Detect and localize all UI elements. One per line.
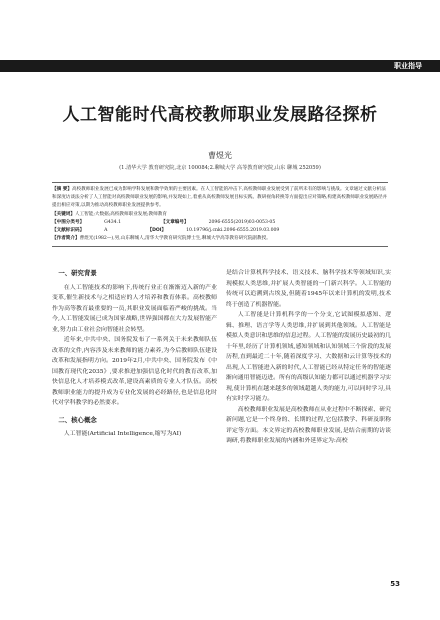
body-paragraph: 人工智能(Artificial Intelligence,缩写为AI) — [63, 431, 182, 437]
class-no — [52, 219, 141, 227]
body-paragraph: 近年来,中共中央、国务院发布了一系列关于未来教师队伍改革的文件,内容涉及未来教师的能力素养,为今后教师队伍建设改革和发展指明方向。2019年2月,中共中央、国务院发布《中国教育现代化2035》,要求推进加强信息化时代的教育改革,加快信息化人才培养模式改革,建设高素质的专业人才队伍。高校教师职业能力的提升成为专业化发展的必经路径,也是信息化时代对学科教学的必然要求。 — [52, 337, 217, 406]
author-affiliation: (1.清华大学 教育研究院,北京 100084;2.聊城大学 高等教育研究院,山东 聊城 252059) — [119, 165, 321, 171]
classification-row — [52, 219, 388, 227]
keywords-label: 【关键词】 — [52, 211, 75, 217]
body-paragraph: 人工智能是计算机科学的一个分支,它试图模拟感知、逻辑、推理、语言学等人类思维,并扩展到其他领域。人工智能是模拟人类意识和思维的信息过程。人工智能的发展历史最初的几十年里,经历了计算机领域,感知领域和认知领域三个阶段的发展历程,直到最近二十年,随着深度学习、大数据和云计算等技术的出现,人工智能进入新的时代,人工智能已经从特定任务的智能逐渐向通用智能迈进。所有的高级认知能力都可以通过机器学习实现,使计算机在越来越多的领域超越人类的能力,可以同时学习,具有实时学习能力。 — [226, 312, 391, 402]
doc-row — [52, 227, 388, 235]
left-column — [52, 268, 217, 440]
abstract-text: 高校教师职业发展已成为影响学科发展和教学效果的主要因素。在人工智能的冲击下,高校教师职业发展受到了前所未有的影响与挑战。文章通过文献分析法和深度访谈法分析了人工智能对高校教师职业发展的影响,并发现如上,着重从高校教师发展目标实践、教研视角转换等方面提出应对策略,构建高校教师职业发展路径并提出相应对策,以期为推动高校教师职业发展提供参考。 — [52, 187, 388, 209]
doi-value: 10.19796/j.cnki.2096-6555.2019.03.009 — [186, 228, 280, 234]
author-name: 曹煜光 — [208, 151, 232, 160]
abstract-paragraph — [52, 186, 388, 211]
author-bio-text: 曹煜光(1982—),男,山东聊城人,清华大学教育研究院博士生,聊城大学高等教育研究院副教授。 — [79, 236, 271, 242]
article-title: 人工智能时代高校教师职业发展路径探析 — [62, 105, 378, 125]
keywords-line — [52, 211, 388, 219]
body-paragraph: 在人工智能技术的影响下,传统行业正在渐渐迈入新的产业变革,催生新技术与之相适应的人才培养和教育体系。高校教师作为高等教育最重要的一员,其职业发展面临着严峻的挑战。当今,人工智能发展已成为国家战略,世界强国都在大力发展智能产业,努力由工业社会向智能社会转型。 — [52, 284, 217, 333]
doc-code — [52, 227, 128, 235]
author-bio — [52, 235, 388, 243]
abstract-block — [52, 182, 388, 247]
doi — [148, 227, 300, 235]
section-tag: 职业指导 — [390, 60, 426, 72]
class-no-label: 【中图分类号】 — [52, 219, 85, 225]
keywords-text: 人工智能;大数据;高校教师职业发展;教师教育 — [74, 211, 167, 217]
section-heading: 一、研究背景 — [58, 269, 97, 277]
header-bar — [0, 60, 440, 72]
article-no-value: 2096-6555(2019)03-0053-05 — [208, 219, 276, 225]
class-no-value: G434.1 — [104, 219, 121, 225]
page-number: 53 — [390, 580, 400, 588]
right-column — [226, 268, 391, 447]
body-paragraph: 是结合计算机科学技术、语义技术、脑科学技术等领域知识,实现模拟人类思维,并扩展人类智能的一门新兴科学。人工智能的传统可以追溯到古埃及,但随着1945年以来计算机的发明,技术终于创造了机器智能。 — [226, 270, 391, 308]
doc-code-label: 【文献标识码】 — [52, 228, 85, 234]
doc-code-value: A — [104, 228, 108, 234]
doi-label: 【DOI】 — [147, 228, 167, 234]
section-heading: 二、核心概念 — [58, 415, 97, 424]
abstract-label: 【摘 要】 — [52, 187, 72, 192]
body-paragraph: 高校教师职业发展是高校教师在从业过程中不断探索、研究新问题,它是一个终身的、长期的过程,它包括教学、科研及职称评定等方面。本文界定的高校教师职业发展,是结合前期的访谈调研,将教师职业发展的内涵和外延界定为:高校 — [226, 406, 391, 444]
author-bio-label: 【作者简介】 — [52, 236, 80, 242]
article-no-label: 【文章编号】 — [161, 219, 189, 225]
article-no — [161, 219, 295, 227]
